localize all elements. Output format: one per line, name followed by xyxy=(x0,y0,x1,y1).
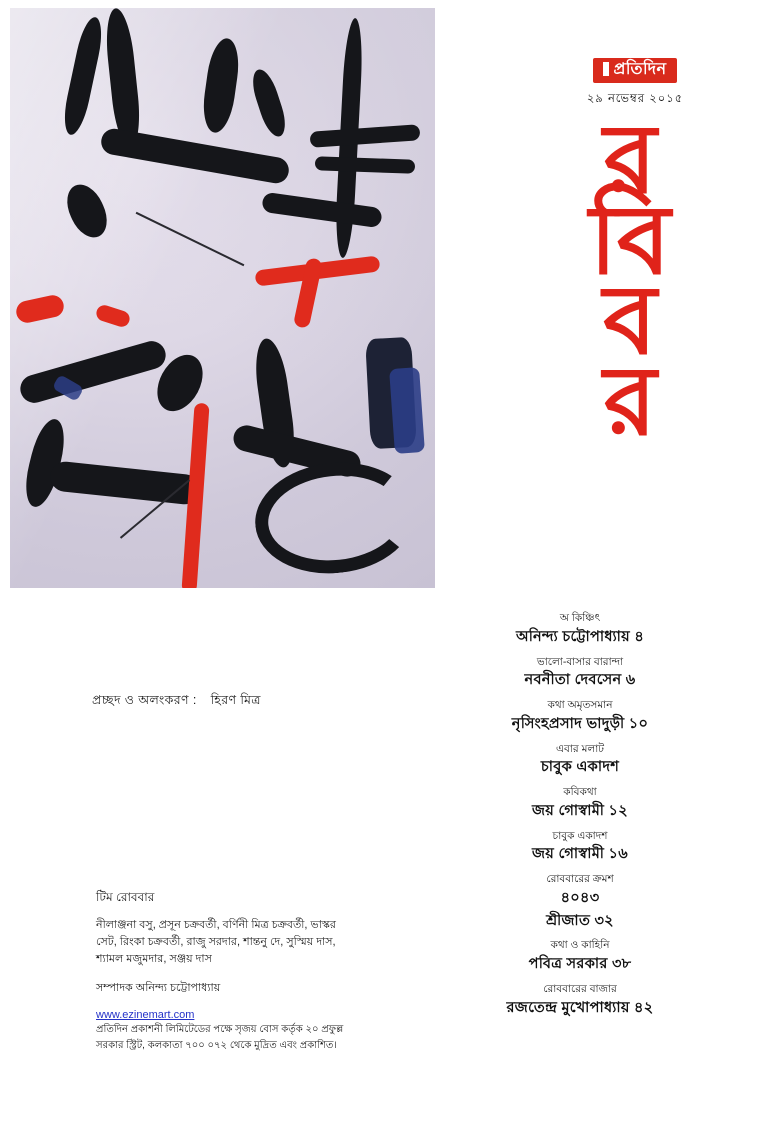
imprint-text: প্রতিদিন প্রকাশনী লিমিটেডের পক্ষে সৃজয় বোস কর্তৃক ২০ প্রফুল্ল সরকার স্ট্রিট, কলকাতা ৭০০ ০৭২ থেকে মুদ্রিত এবং প্রকাশিত। xyxy=(96,1024,344,1051)
toc-kicker: রোববারের বাজার xyxy=(543,982,617,995)
toc-group xyxy=(420,611,740,649)
toc-kicker: কথা ও কাহিনি xyxy=(550,939,610,952)
website-link[interactable]: www.ezinemart.com xyxy=(96,1008,195,1021)
toc-group xyxy=(420,911,740,933)
cover-artist-name: হিরণ মিত্র xyxy=(210,693,261,707)
toc-entry[interactable]: নৃসিংহপ্রসাদ ভাদুড়ী ১০ xyxy=(511,715,649,732)
editor-credit: সম্পাদক অনিন্দ্য চট্টোপাধ্যায় xyxy=(96,981,221,994)
team-names: নীলাঞ্জনা বসু, প্রসূন চক্রবর্তী, বর্ণিনী মিত্র চক্রবর্তী, ভাস্কর সেট, রিংকা চক্রবর্তী, রাজু সরদার, শান্তনু দে, সুস্মিয় দাস, শ্যামল মজুমদার, সঞ্জয় দাস xyxy=(96,918,336,965)
toc-group xyxy=(420,982,740,1020)
toc-kicker: ভালো-বাসার বারান্দা xyxy=(536,655,624,668)
magazine-title xyxy=(544,106,714,590)
title-line-4: র xyxy=(603,347,655,455)
title-line-2: বি xyxy=(589,186,669,294)
cover-artwork xyxy=(10,8,435,588)
toc-entry[interactable]: অনিন্দ্য চট্টোপাধ্যায় ৪ xyxy=(515,628,645,645)
title-line-3: ব xyxy=(603,267,655,375)
blue-accent-stroke xyxy=(389,367,425,454)
toc-group xyxy=(420,872,740,910)
cover-credit xyxy=(92,692,261,712)
toc-entry[interactable]: ৪০৪৩ xyxy=(560,889,600,906)
toc-group xyxy=(420,829,740,867)
toc-entry[interactable]: পবিত্র সরকার ৩৮ xyxy=(528,956,632,972)
issue-date: ২৯ নভেম্বর ২০১৫ xyxy=(586,92,684,105)
table-of-contents xyxy=(420,605,740,1020)
toc-entry[interactable]: নবনীতা দেবসেন ৬ xyxy=(524,672,636,689)
toc-group xyxy=(420,742,740,780)
team-block xyxy=(96,888,351,1024)
toc-kicker: কথা অমৃতসমান xyxy=(547,699,613,711)
toc-group xyxy=(420,698,740,736)
toc-group xyxy=(420,655,740,693)
toc-kicker: রোববারের ক্রমশ xyxy=(546,873,614,885)
toc-group xyxy=(420,938,740,976)
logo-text: প্রতিদিন xyxy=(613,61,667,78)
toc-kicker: চাবুক একাদশ xyxy=(552,829,608,842)
team-title: টিম রোববার xyxy=(96,890,155,904)
toc-group xyxy=(420,785,740,823)
cover-credit-label: প্রচ্ছদ ও অলংকরণ : xyxy=(92,693,197,707)
toc-kicker: অ কিঞ্চিৎ xyxy=(559,612,601,624)
pratidin-logo xyxy=(593,58,676,83)
toc-kicker: কবিকথা xyxy=(563,786,597,798)
toc-entry[interactable]: চাবুক একাদশ xyxy=(540,759,620,776)
toc-entry[interactable]: জয় গোস্বামী ১২ xyxy=(532,802,628,819)
logo-tick-icon xyxy=(603,62,609,76)
masthead xyxy=(580,58,690,109)
title-line-1: র xyxy=(603,106,655,213)
toc-entry[interactable]: জয় গোস্বামী ১৬ xyxy=(532,846,628,863)
toc-entry[interactable]: শ্রীজাত ৩২ xyxy=(546,912,614,929)
toc-entry[interactable]: রজতেন্দ্র মুখোপাধ্যায় ৪২ xyxy=(506,999,654,1016)
toc-kicker: এবার মলাট xyxy=(556,742,604,755)
